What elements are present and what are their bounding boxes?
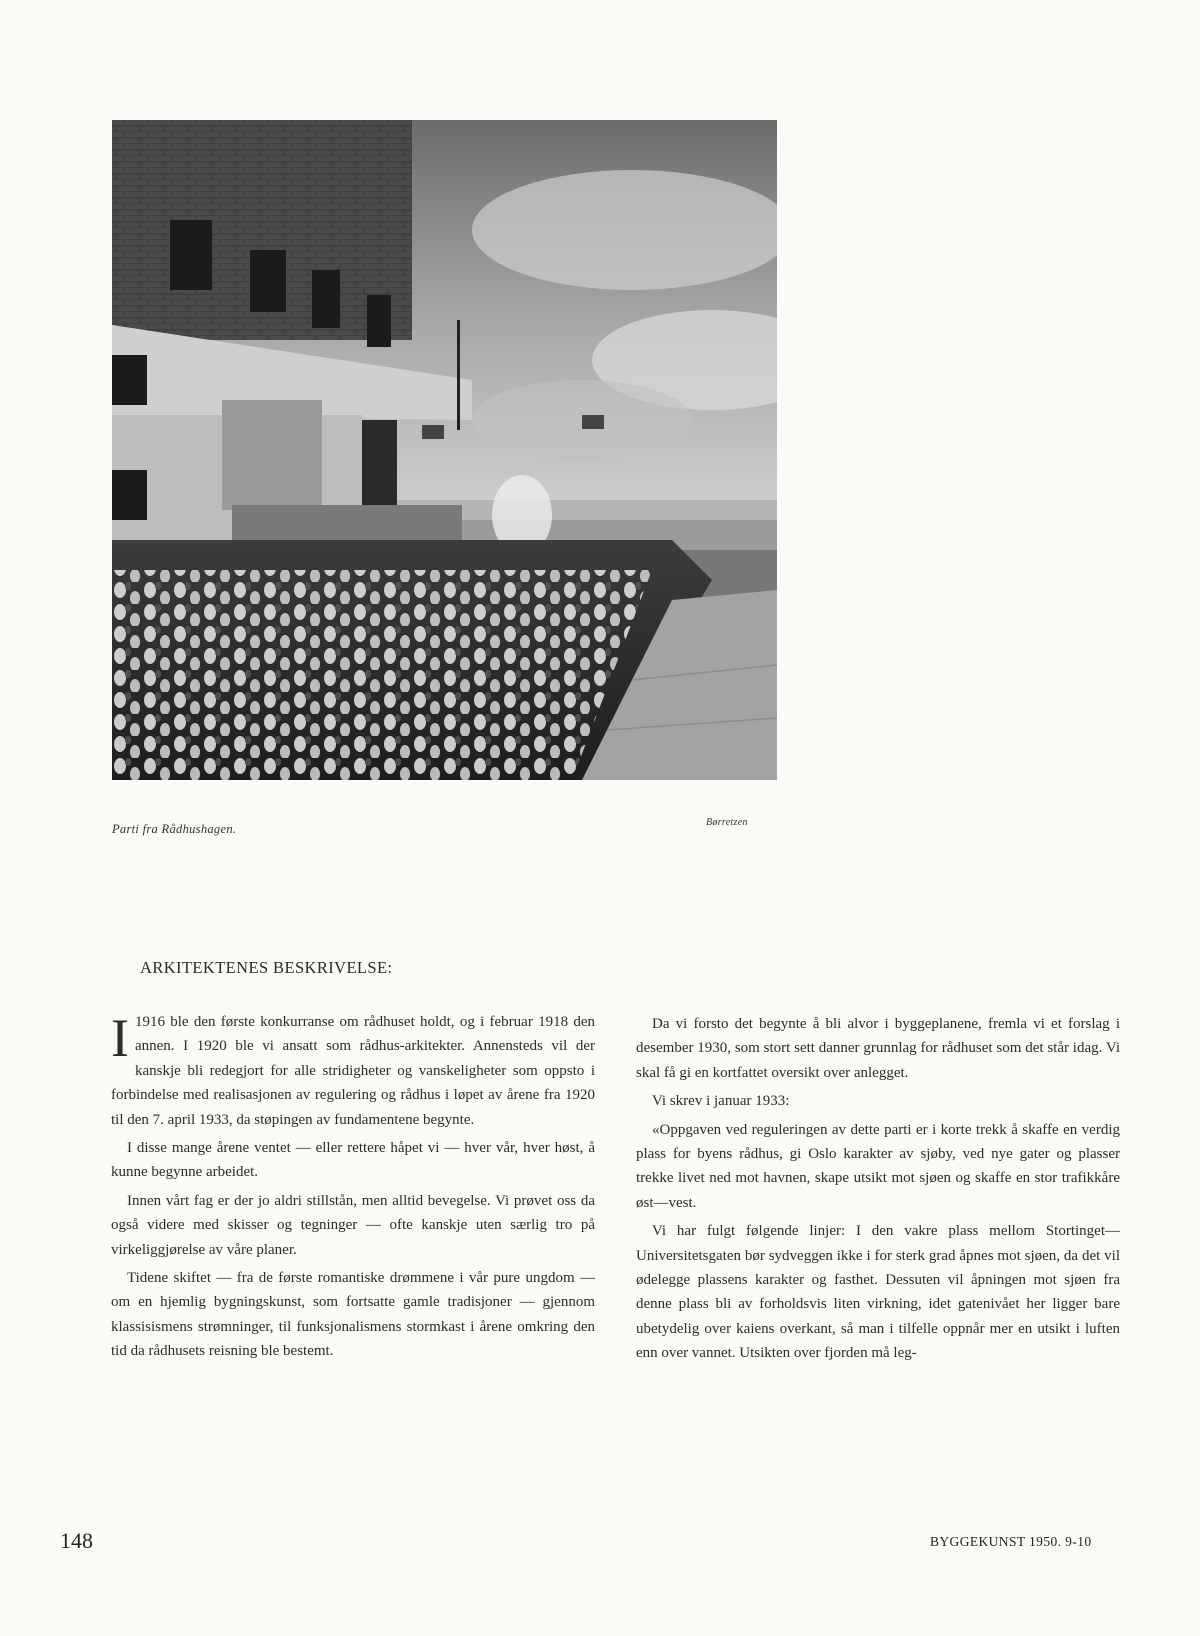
paragraph: Tidene skiftet — fra de første romantiske drømmene i vår pure ungdom — om en hjemlig bygningskunst, som fortsatte gamle tradisjoner — gjennom klassisismens strømninger, til funksjonalismens stormkast i årene omkring den tid da rådhusets reisning ble bestemt.: [111, 1270, 595, 1360]
section-heading: ARKITEKTENES BESKRIVELSE:: [140, 958, 393, 977]
paragraph: Vi har fulgt følgende linjer: I den vakre plass mellom Stortinget—Universitetsgaten bør sydveggen ikke i for sterk grad åpnes mot sjøen, da det vil ødelegge plassens karakter og fasthet. Dessuten vil åpningen mot sjøen fra denne plass bli av forholdsvis liten virkning, idet gatenivået her ligger bare ubetydelig over kaiens overkant, så man i tilfelle oppnår mer en utsikt i luften enn over vannet. Utsikten over fjorden må leg-: [636, 1223, 1120, 1362]
photo-credit: Børretzen: [706, 817, 748, 828]
paragraph: [111, 1010, 595, 1132]
paragraph: Da vi forsto det begynte å bli alvor i byggeplanene, fremla vi et forslag i desember 1930, som stort sett danner grunnlag for rådhuset som det står idag. Vi skal få gi en kortfattet oversikt over anlegget.: [636, 1016, 1120, 1081]
photo-caption: Parti fra Rådhushagen.: [112, 822, 237, 836]
paragraph: I disse mange årene ventet — eller rettere håpet vi — hver vår, hver høst, å kunne begynne arbeidet.: [111, 1140, 595, 1181]
running-footer: BYGGEKUNST 1950. 9-10: [930, 1534, 1092, 1549]
left-text-column: [111, 1010, 595, 1368]
right-text-column: [636, 1012, 1120, 1370]
paragraph-text: 1916 ble den første konkurranse om rådhuset holdt, og i februar 1918 den annen. I 1920 ble vi ansatt som rådhus-arkitekter. Annensteds vil der kanskje bli redegjort for alle stridigheter og vanskeligheter som oppsto i forbindelse med realisasjonen av regulering og rådhus i løpet av årene fra 1920 til den 7. april 1933, da støpingen av fundamentene begynte.: [111, 1014, 595, 1128]
page-number: 148: [60, 1528, 93, 1553]
paragraph: Innen vårt fag er der jo aldri stillstån, men alltid bevegelse. Vi prøvet oss da også videre med skisser og tegninger — ofte kanskje uten særlig tro på virkeliggjørelse av våre planer.: [111, 1192, 595, 1258]
paragraph: Vi skrev i januar 1933:: [652, 1093, 790, 1110]
paragraph: «Oppgaven ved reguleringen av dette parti er i korte trekk å skaffe en verdig plass for byens rådhus, gi Oslo karakter av sjøby, ved nye gater og plasser trekke livet ned mot havnen, skape utsikt mot sjøen og skaffe en stor trafikkåre øst—vest.: [636, 1121, 1120, 1211]
drop-cap: I: [111, 1008, 129, 1068]
city-hall-garden-photo: [112, 120, 777, 780]
photo-illustration: [112, 120, 777, 780]
